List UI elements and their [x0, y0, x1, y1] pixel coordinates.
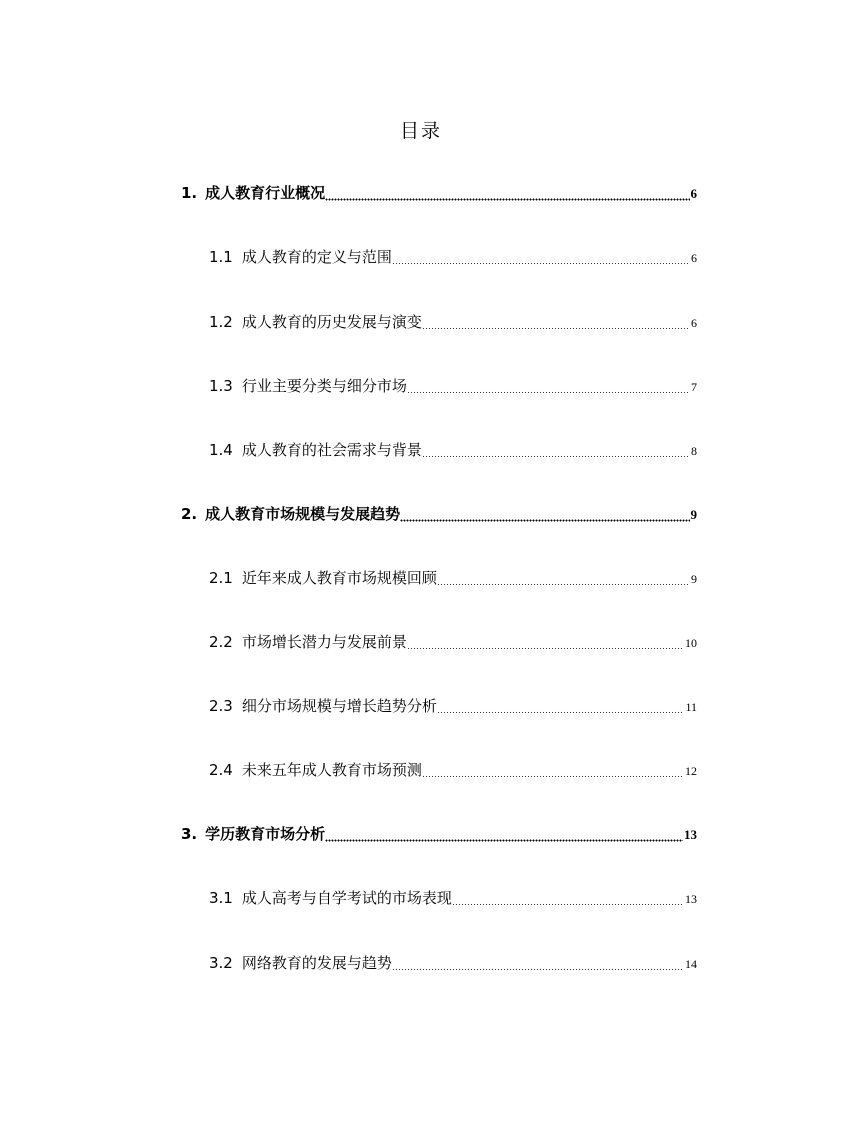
toc-entry-number: 1.3: [209, 377, 233, 395]
toc-dot-leader: [392, 262, 690, 265]
toc-entry[interactable]: [181, 182, 697, 206]
toc-entry[interactable]: [209, 631, 697, 655]
toc-entry-title: 行业主要分类与细分市场: [241, 377, 407, 395]
toc-entry-title: 近年来成人教育市场规模回顾: [241, 569, 437, 587]
toc-entry[interactable]: [209, 759, 697, 783]
toc-entry-page: 7: [691, 380, 697, 394]
toc-entry[interactable]: [181, 503, 697, 527]
toc-entry-number: 1.: [181, 184, 198, 202]
toc-entry-number: 1.4: [209, 441, 233, 459]
toc-entry-page: 10: [685, 636, 697, 650]
toc-title: 目录: [399, 120, 442, 142]
toc-entry-page: 9: [690, 507, 697, 522]
toc-entry-page: 8: [691, 444, 697, 458]
toc-entry[interactable]: [209, 952, 697, 976]
toc-entry-number: 3.: [181, 825, 198, 843]
toc-entry-title: 成人教育的社会需求与背景: [241, 441, 422, 459]
toc-entry-page: 9: [691, 572, 697, 586]
toc-entry[interactable]: [209, 439, 697, 463]
toc-entry-page: 12: [685, 764, 697, 778]
toc-entry-title: 成人教育的历史发展与演变: [241, 313, 422, 331]
toc-entry-number: 1.1: [209, 248, 233, 266]
toc-entry-page: 6: [691, 316, 697, 330]
toc-dot-leader: [422, 455, 690, 458]
toc-entry-page: 14: [685, 957, 697, 971]
toc-entry-number: 2.: [181, 505, 198, 523]
toc-entry[interactable]: [209, 246, 697, 270]
toc-entry-title: 学历教育市场分析: [205, 825, 326, 843]
toc-entry[interactable]: [209, 567, 697, 591]
toc-entry-number: 3.1: [209, 889, 233, 907]
toc-dot-leader: [422, 775, 684, 778]
toc-entry[interactable]: [209, 887, 697, 911]
toc-entry-number: 2.2: [209, 633, 233, 651]
toc-entry-title: 市场增长潜力与发展前景: [241, 633, 407, 651]
toc-entry-page: 6: [691, 251, 697, 265]
toc-entry[interactable]: [209, 311, 697, 335]
toc-entry-page: 13: [685, 892, 697, 906]
toc-dot-leader: [437, 583, 690, 586]
toc-entry-title: 细分市场规模与增长趋势分析: [241, 697, 437, 715]
toc-entry-page: 11: [685, 700, 697, 714]
toc-entry-title: 成人教育的定义与范围: [241, 248, 392, 266]
toc-dot-leader: [325, 198, 689, 201]
toc-entry-number: 1.2: [209, 313, 233, 331]
toc-entry[interactable]: [209, 695, 697, 719]
toc-dot-leader: [422, 327, 690, 330]
toc-entry-number: 3.2: [209, 954, 233, 972]
toc-entry-page: 6: [690, 186, 697, 201]
toc-entry-title: 成人高考与自学考试的市场表现: [241, 889, 452, 907]
toc-entry-title: 未来五年成人教育市场预测: [241, 761, 422, 779]
toc-entry-number: 2.3: [209, 697, 233, 715]
toc-entry-number: 2.4: [209, 761, 233, 779]
toc-entry-title: 网络教育的发展与趋势: [241, 954, 392, 972]
toc-dot-leader: [325, 839, 683, 842]
toc-dot-leader: [407, 391, 690, 394]
toc-entry-title: 成人教育市场规模与发展趋势: [205, 505, 401, 523]
toc-dot-leader: [407, 647, 684, 650]
toc-entry-page: 13: [684, 827, 697, 842]
toc-dot-leader: [392, 968, 684, 971]
toc-entry[interactable]: [209, 375, 697, 399]
toc-dot-leader: [452, 903, 684, 906]
toc-dot-leader: [437, 711, 685, 714]
toc-entry-number: 2.1: [209, 569, 233, 587]
toc-dot-leader: [400, 519, 689, 522]
toc-entry[interactable]: [181, 823, 697, 847]
toc-entry-title: 成人教育行业概况: [205, 184, 326, 202]
